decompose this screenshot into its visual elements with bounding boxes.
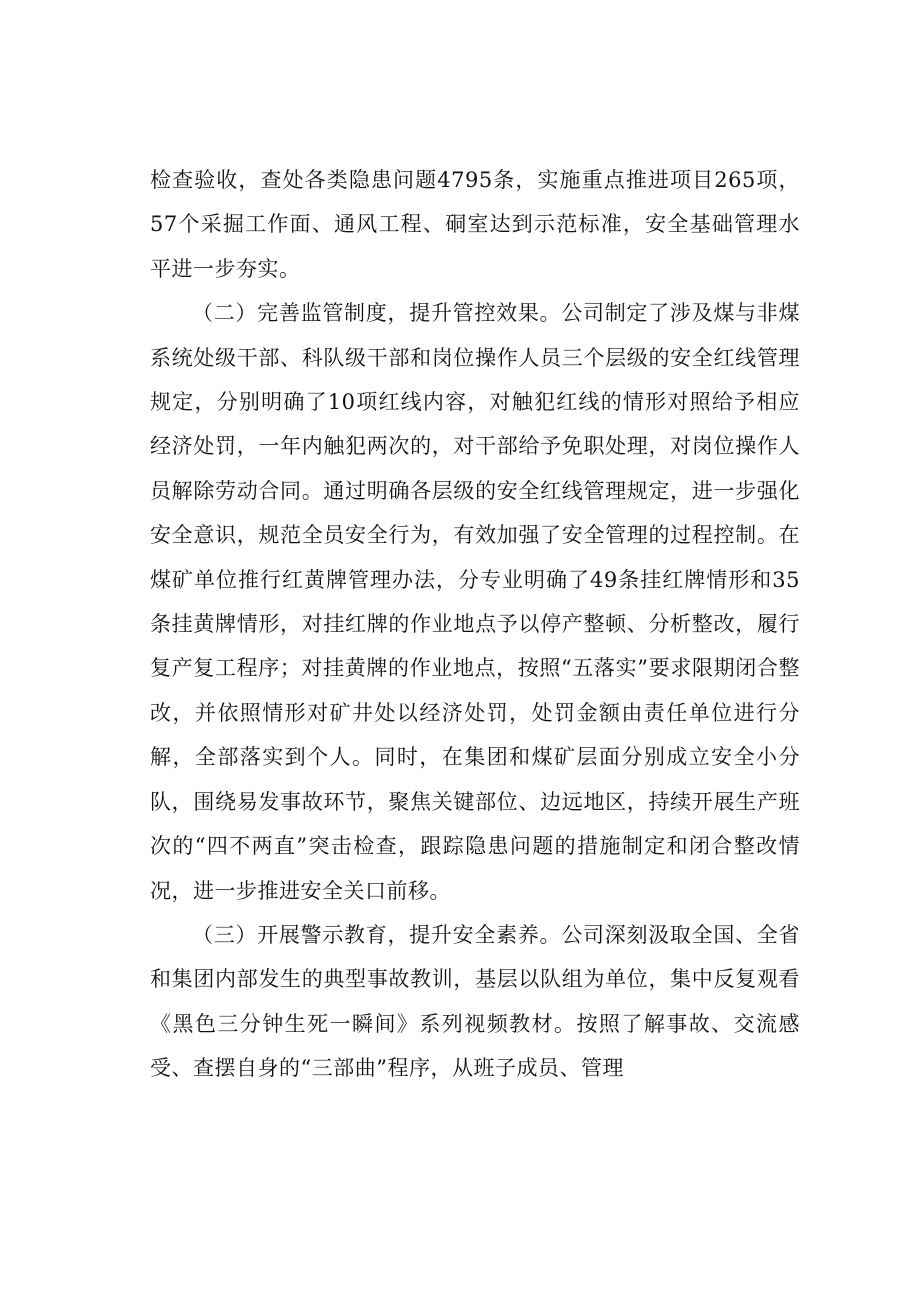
paragraph-section-3: （三）开展警示教育，提升安全素养。公司深刻汲取全国、全省和集团内部发生的典型事故教训，基层以队组为单位，集中反复观看《黑色三分钟生死一瞬间》系列视频教材。按照了解事故、交流感受、查摆自身的“三部曲”程序，从班子成员、管理 — [150, 922, 800, 1081]
paragraph-section-2: （二）完善监管制度，提升管控效果。公司制定了涉及煤与非煤系统处级干部、科队级干部和岗位操作人员三个层级的安全红线管理规定，分别明确了10项红线内容，对触犯红线的情形对照给予相应经济处罚，一年内触犯两次的，对干部给予免职处理，对岗位操作人员解除劳动合同。通过明确各层级的安全红线管理规定，进一步强化安全意识，规范全员安全行为，有效加强了安全管理的过程控制。在煤矿单位推行红黄牌管理办法，分专业明确了49条挂红牌情形和35条挂黄牌情形，对挂红牌的作业地点予以停产整顿、分析整改，履行复产复工程序；对挂黄牌的作业地点，按照“五落实”要求限期闭合整改，并依照情形对矿井处以经济处罚，处罚金额由责任单位进行分解，全部落实到个人。同时，在集团和煤矿层面分别成立安全小分队，围绕易发事故环节，聚焦关键部位、边远地区，持续开展生产班次的“四不两直”突击检查，跟踪隐患问题的措施制定和闭合整改情况，进一步推进安全关口前移。 — [150, 301, 800, 903]
body-text — [150, 158, 800, 1091]
paragraph-continuation: 检查验收，查处各类隐患问题4795条，实施重点推进项目265项，57个采掘工作面、通风工程、硐室达到示范标准，安全基础管理水平进一步夯实。 — [150, 168, 800, 281]
